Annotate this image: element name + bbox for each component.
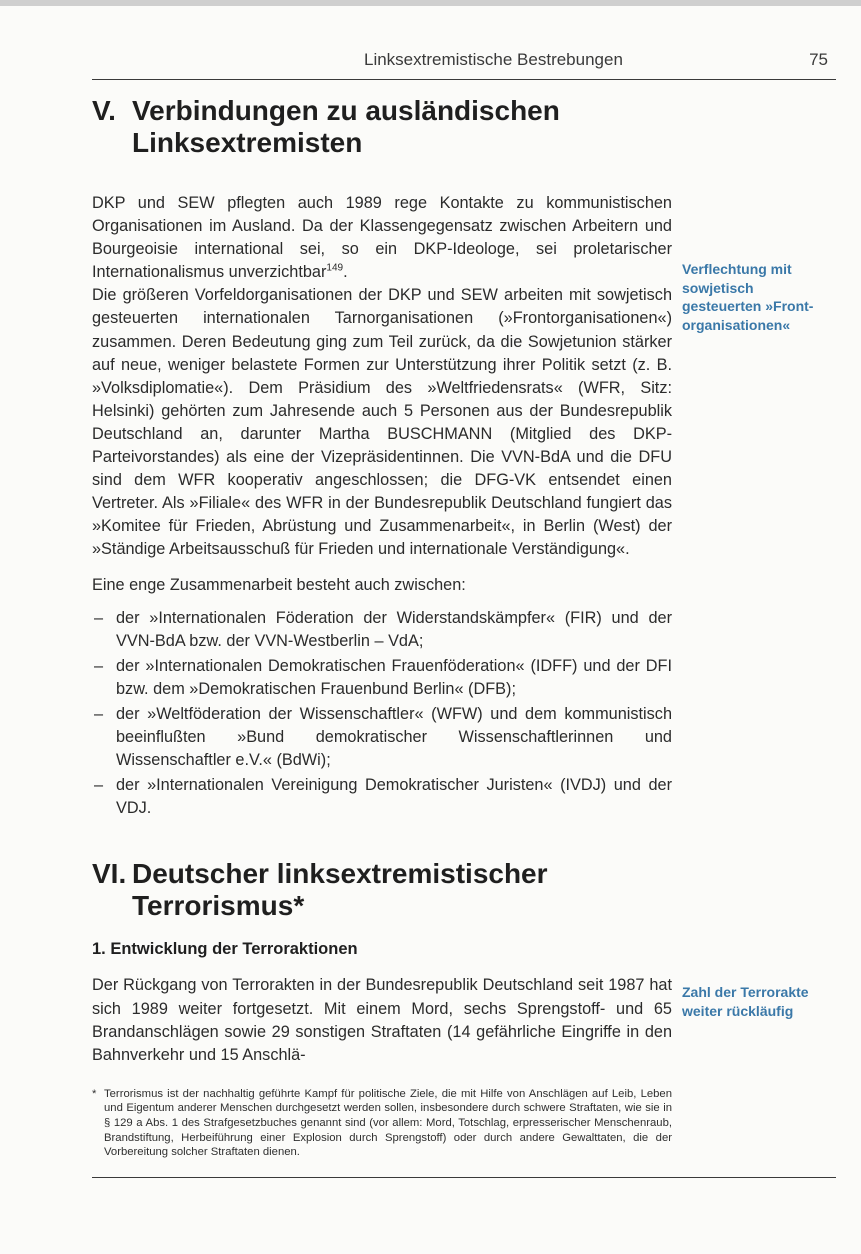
footnote-text: * Terrorismus ist der nachhaltig geführte Kampf für politische Ziele, die mit Hilfe von Anschlägen auf Leib, Leben und Eigentum anderer Menschen durchgesetzt werden sollen, insbesondere durch schwere Straftaten, wie sie in § 129 a Abs. 1 des Strafgesetzbuches genannt sind (vor allem: Mord, Totschlag, erpresserischer Menschenraub, Brandstiftung, Herbeiführung einer Explosion durch Sprengstoff) oder durch andere Gewalttaten, die der Vorbereitung solcher Straftaten dienen. bbox=[92, 1087, 672, 1159]
footnote-ref-149: 149 bbox=[326, 262, 344, 274]
section-5-heading bbox=[92, 95, 672, 159]
section-6-heading bbox=[92, 858, 672, 922]
section-5-number: V. bbox=[92, 95, 116, 126]
section-5-paragraph-1: DKP und SEW pflegten auch 1989 rege Kontakte zu kommunistischen Organisationen im Ausland. Da der Klassengegensatz zwischen Arbeitern und Bourgeoisie international sei, so ein DKP-Ideologe, sei proletarischer Internationalismus unverzichtbar$^{149}$. bbox=[92, 194, 672, 282]
section-6-title-line1: Deutscher linksextremistischer bbox=[132, 858, 548, 890]
cooperation-list bbox=[92, 607, 672, 821]
section-6-paragraph-1: Der Rückgang von Terrorakten in der Bundesrepublik Deutschland seit 1987 hat sich 1989 weiter fortgesetzt. Mit einem Mord, sechs Sprengstoff- und 65 Brandanschlägen sowie 29 sonstigen Straftaten (14 gefährliche Eingriffe in den Bahnverkehr und 15 Anschlä- bbox=[92, 976, 672, 1064]
margin-note-terror-acts: Zahl der Terrorakte weiter rückläufig bbox=[682, 984, 809, 1019]
section-5-paragraph-2: Die größeren Vorfeldorganisationen der DKP und SEW arbeiten mit sowjetisch gesteuerten internationalen Tarnorganisationen (»Frontorganisationen«) zusammen. Deren Bedeutung ging zum Teil zurück, da die Sowjetunion stärker auf neue, weniger belastete Formen zur Unterstützung ihrer Politik setzt (z. B. »Volksdiplomatie«). Dem Präsidium des »Weltfriedensrats« (WFR, Sitz: Helsinki) gehörten zum Jahresende auch 5 Personen aus der Bundesrepublik Deutschland an, darunter Martha BUSCHMANN (Mitglied des DKP-Parteivorstandes) als eine der Vizepräsidentinnen. Die VVN-BdA und die DFU sind dem WFR kooperativ angeschlossen; die DFG-VK entsendet einen Vertreter. Als »Filiale« des WFR in der Bundesrepublik Deutschland fungiert das »Komitee für Frieden, Abrüstung und Zusammenarbeit«, in Berlin (West) der »Ständige Arbeitsausschuß für Frieden und internationale Verständigung«. bbox=[92, 286, 672, 559]
section-5-title-line2: Linksextremisten bbox=[132, 127, 363, 158]
page-number: 75 bbox=[809, 50, 828, 69]
margin-note-front-organisations: Verflechtung mit sowjetisch gesteuerten »Front-organisationen« bbox=[682, 261, 814, 333]
section-5-title-line1: Verbindungen zu ausländischen bbox=[132, 95, 560, 126]
running-head-title: Linksextremistische Bestrebungen bbox=[364, 50, 623, 69]
footnote-block bbox=[92, 1087, 672, 1160]
section-5-paragraph-3: Eine enge Zusammenarbeit besteht auch zwischen: bbox=[92, 575, 466, 594]
list-item: – der »Internationalen Vereinigung Demokratischer Juristen« (IVDJ) und der VDJ. bbox=[94, 776, 672, 818]
main-column bbox=[92, 95, 672, 1160]
subsection-heading: 1. Entwicklung der Terroraktionen bbox=[92, 940, 358, 959]
list-item: – der »Weltföderation der Wissenschaftler« (WFW) und dem kommunistisch beeinflußten »Bund demokratischer Wissenschaftlerinnen und Wissenschaftler e.V.« (BdWi); bbox=[94, 704, 672, 770]
footer-rule bbox=[92, 1177, 836, 1178]
list-item: – der »Internationalen Demokratischen Frauenföderation« (IDFF) und der DFI bzw. dem »Demokratischen Frauenbund Berlin« (DFB); bbox=[94, 656, 672, 698]
header-rule bbox=[92, 79, 836, 80]
section-6-number: VI. bbox=[92, 858, 127, 890]
section-6-title-line2: Terrorismus* bbox=[132, 890, 305, 922]
list-item: – der »Internationalen Föderation der Widerstandskämpfer« (FIR) und der VVN-BdA bzw. der VVN-Westberlin – VdA; bbox=[94, 608, 672, 650]
page-top-edge bbox=[0, 0, 861, 6]
footnote-marker: * bbox=[92, 1087, 97, 1100]
running-head bbox=[92, 50, 836, 72]
